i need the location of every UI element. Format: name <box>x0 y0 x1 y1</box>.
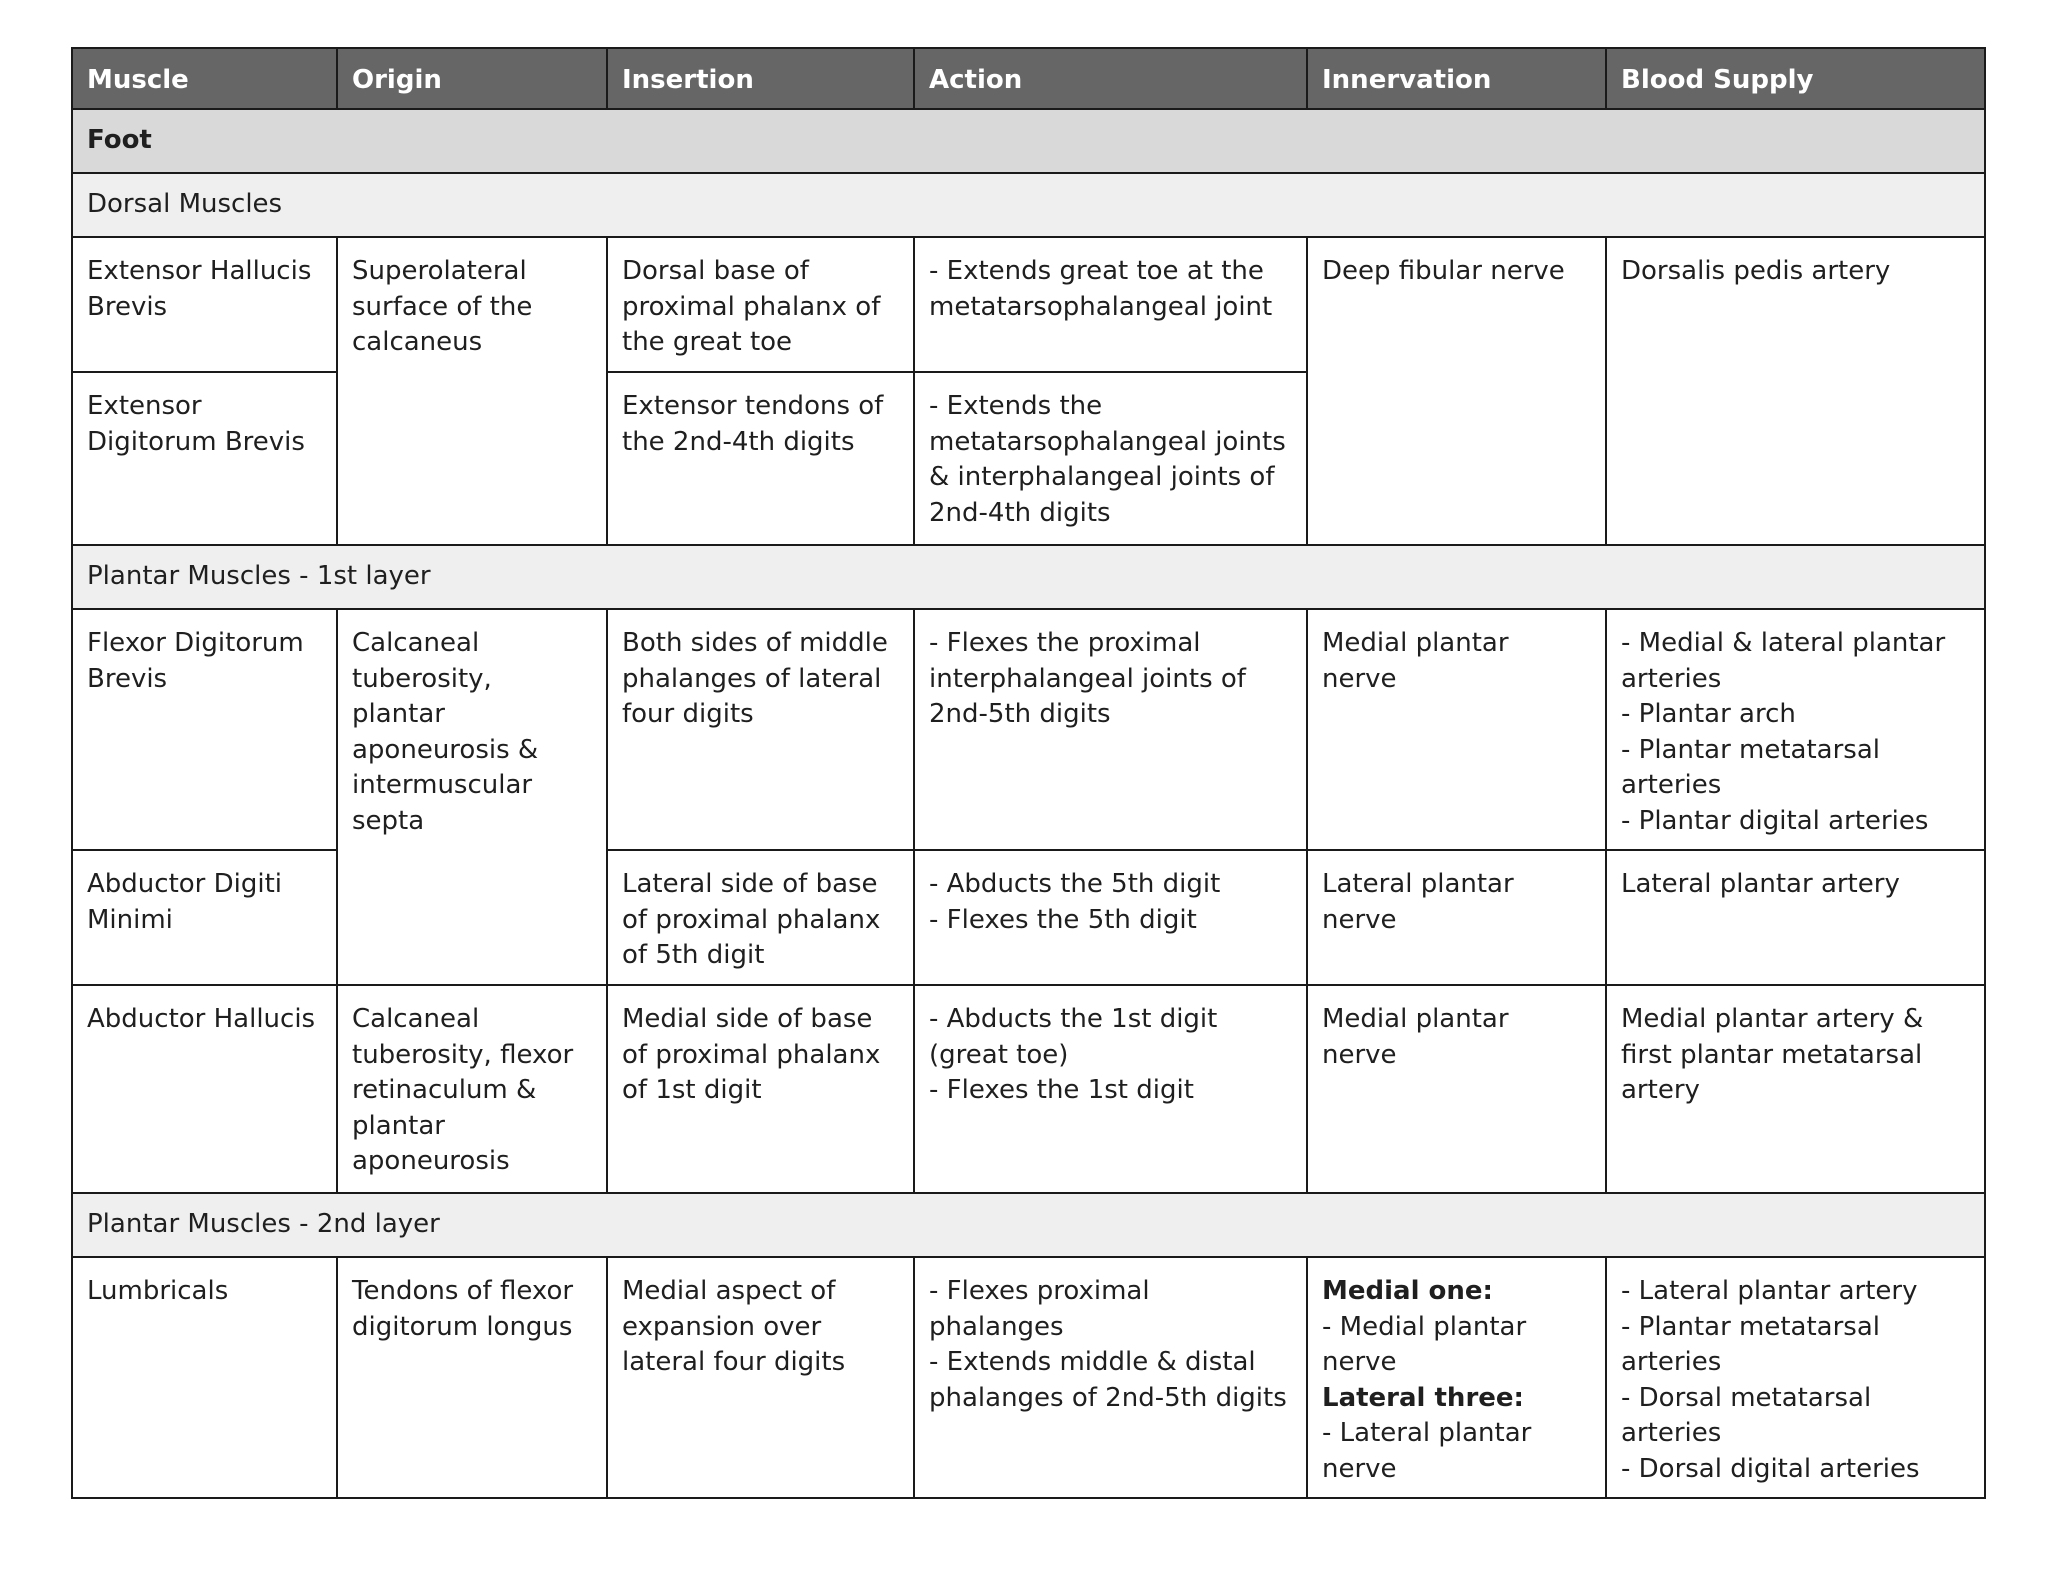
insertion-cell: Lateral side of base of proximal phalanx of 5th digit <box>607 850 914 985</box>
muscle-name: Flexor Digitorum Brevis <box>72 609 337 850</box>
blood-supply-line: - Lateral plantar artery <box>1621 1276 1918 1306</box>
table-row <box>72 1257 1985 1498</box>
innervation-cell: Deep fibular nerve <box>1307 237 1606 545</box>
innervation-cell: Medial plantar nerve <box>1307 985 1606 1193</box>
action-cell <box>914 1257 1307 1498</box>
innervation-sublabel: Medial one: <box>1322 1276 1493 1306</box>
insertion-cell: Both sides of middle phalanges of lateral four digits <box>607 609 914 850</box>
muscle-table <box>71 47 1986 1499</box>
innervation-cell <box>1307 1257 1606 1498</box>
innervation-cell: Medial plantar nerve <box>1307 609 1606 850</box>
action-cell <box>914 850 1307 985</box>
blood-supply-line: - Dorsal digital arteries <box>1621 1453 1920 1484</box>
innervation-line: - Medial plantar nerve <box>1322 1311 1527 1377</box>
action-line: - Abducts the 5th digit <box>929 869 1221 899</box>
innervation-cell: Lateral plantar nerve <box>1307 850 1606 985</box>
group-label: Dorsal Muscles <box>72 173 1985 237</box>
action-line: - Flexes the 1st digit <box>929 1075 1194 1105</box>
group-row-plantar-1st <box>72 545 1985 609</box>
group-label: Plantar Muscles - 2nd layer <box>72 1193 1985 1257</box>
insertion-cell: Medial side of base of proximal phalanx of 1st digit <box>607 985 914 1193</box>
origin-cell: Calcaneal tuberosity, flexor retinaculum & plantar aponeurosis <box>337 985 607 1193</box>
blood-supply-line: - Dorsal metatarsal arteries <box>1621 1382 1872 1448</box>
muscle-name: Abductor Digiti Minimi <box>72 850 337 985</box>
group-row-plantar-2nd <box>72 1193 1985 1257</box>
action-cell <box>914 372 1307 545</box>
origin-cell: Calcaneal tuberosity, plantar aponeurosis & intermuscular septa <box>337 609 607 985</box>
blood-supply-cell: Lateral plantar artery <box>1606 850 1985 985</box>
action-line: - Abducts the 1st digit (great toe) <box>929 1004 1218 1070</box>
action-line: - Flexes the 5th digit <box>929 904 1197 935</box>
column-header-origin: Origin <box>337 48 607 109</box>
table-row <box>72 237 1985 372</box>
muscle-name: Extensor Hallucis Brevis <box>72 237 337 372</box>
blood-supply-cell <box>1606 609 1985 850</box>
action-line: - Extends middle & distal phalanges of 2nd-5th digits <box>929 1347 1287 1413</box>
origin-cell: Superolateral surface of the calcaneus <box>337 237 607 545</box>
blood-supply-line: - Medial & lateral plantar arteries <box>1621 628 1946 694</box>
insertion-cell: Medial aspect of expansion over lateral four digits <box>607 1257 914 1498</box>
table-row <box>72 985 1985 1193</box>
blood-supply-cell <box>1606 1257 1985 1498</box>
column-header-insertion: Insertion <box>607 48 914 109</box>
blood-supply-line: - Plantar digital arteries <box>1621 805 1929 836</box>
table-row <box>72 609 1985 850</box>
insertion-cell: Dorsal base of proximal phalanx of the great toe <box>607 237 914 372</box>
action-line: - Extends the metatarsophalangeal joints & interphalangeal joints of 2nd-4th digits <box>929 391 1286 528</box>
action-cell <box>914 985 1307 1193</box>
insertion-cell: Extensor tendons of the 2nd-4th digits <box>607 372 914 545</box>
group-row-dorsal <box>72 173 1985 237</box>
blood-supply-cell: Dorsalis pedis artery <box>1606 237 1985 545</box>
region-row <box>72 109 1985 173</box>
action-line: - Flexes proximal phalanges <box>929 1276 1150 1342</box>
column-header-innervation: Innervation <box>1307 48 1606 109</box>
muscle-name: Extensor Digitorum Brevis <box>72 372 337 545</box>
column-header-action: Action <box>914 48 1307 109</box>
blood-supply-line: - Plantar metatarsal arteries <box>1621 1311 1881 1377</box>
muscle-name: Abductor Hallucis <box>72 985 337 1193</box>
action-cell <box>914 609 1307 850</box>
blood-supply-line: - Plantar arch <box>1621 699 1796 729</box>
origin-cell: Tendons of flexor digitorum longus <box>337 1257 607 1498</box>
table-header-row <box>72 48 1985 109</box>
innervation-line: - Lateral plantar nerve <box>1322 1418 1532 1484</box>
blood-supply-line: - Plantar metatarsal arteries <box>1621 734 1881 800</box>
innervation-sublabel: Lateral three: <box>1322 1382 1524 1413</box>
action-line: - Flexes the proximal interphalangeal joints of 2nd-5th digits <box>929 628 1246 729</box>
action-line: - Extends great toe at the metatarsophalangeal joint <box>929 256 1273 322</box>
region-label: Foot <box>72 109 1985 173</box>
group-label: Plantar Muscles - 1st layer <box>72 545 1985 609</box>
column-header-blood-supply: Blood Supply <box>1606 48 1985 109</box>
blood-supply-cell: Medial plantar artery & first plantar metatarsal artery <box>1606 985 1985 1193</box>
column-header-muscle: Muscle <box>72 48 337 109</box>
muscle-name: Lumbricals <box>72 1257 337 1498</box>
action-cell <box>914 237 1307 372</box>
